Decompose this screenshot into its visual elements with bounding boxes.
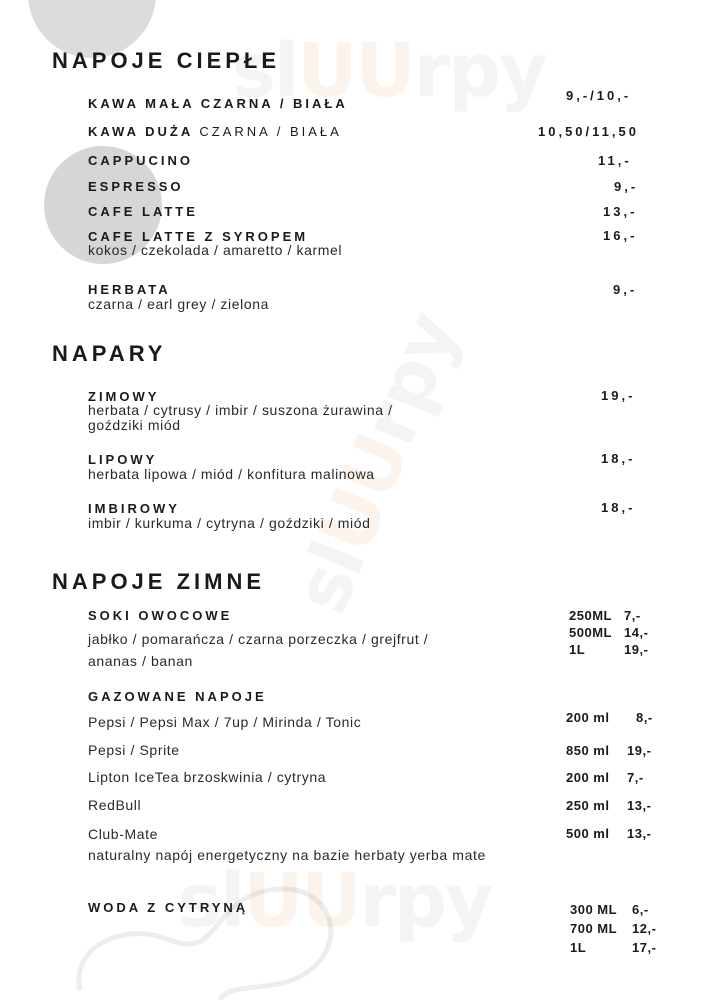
- item-price: 10,50/11,50: [538, 124, 639, 139]
- soda-label: RedBull: [88, 797, 142, 813]
- soda-label: Pepsi / Sprite: [88, 742, 180, 758]
- item-name: KAWA MAŁA CZARNA / BIAŁA: [88, 96, 348, 111]
- size-label: 300 ML: [570, 902, 618, 917]
- soda-label: Pepsi / Pepsi Max / 7up / Mirinda / Tonic: [88, 714, 362, 730]
- item-price: 13,-: [603, 204, 638, 219]
- item-price: 19,-: [601, 388, 636, 403]
- item-price: 16,-: [603, 228, 638, 243]
- item-name: GAZOWANE NAPOJE: [88, 689, 267, 704]
- item-description: goździki miód: [88, 417, 181, 433]
- item-price: 9,-/10,-: [566, 88, 632, 103]
- section-title-cold-drinks: NAPOJE ZIMNE: [52, 569, 266, 594]
- soda-note: naturalny napój energetyczny na bazie herbaty yerba mate: [88, 847, 486, 863]
- soda-price: 8,-: [636, 710, 653, 725]
- item-name: CAFE LATTE Z SYROPEM: [88, 229, 309, 244]
- size-price-list: [570, 900, 656, 957]
- item-price: 18,-: [601, 500, 636, 515]
- item-name: ESPRESSO: [88, 179, 184, 194]
- item-name: CAPPUCINO: [88, 153, 194, 168]
- soda-price: 13,-: [627, 798, 652, 813]
- soda-label: Lipton IceTea brzoskwinia / cytryna: [88, 769, 327, 785]
- item-description: herbata lipowa / miód / konfitura malinowa: [88, 466, 375, 482]
- item-name: SOKI OWOCOWE: [88, 608, 233, 623]
- watermark-logo-middle: UU: [302, 423, 426, 564]
- soda-price: 13,-: [627, 826, 652, 841]
- soda-size: 250 ml: [566, 798, 610, 813]
- item-price: 9,-: [613, 282, 638, 297]
- size-label: 1L: [570, 940, 587, 955]
- watermark-swirl-icon: [60, 860, 350, 1000]
- soda-size: 200 ml: [566, 770, 610, 785]
- soda-size: 850 ml: [566, 743, 610, 758]
- item-name: LIPOWY: [88, 452, 158, 467]
- soda-size: 200 ml: [566, 710, 610, 725]
- soda-label: Club-Mate: [88, 826, 158, 842]
- section-title-infusions: NAPARY: [52, 341, 167, 366]
- watermark-logo-top: UU: [297, 28, 414, 114]
- size-price-list: [569, 607, 648, 658]
- item-name: [88, 124, 342, 139]
- item-name-bold: KAWA DUŻA: [88, 124, 193, 139]
- item-price: 11,-: [598, 153, 632, 168]
- soda-size: 500 ml: [566, 826, 610, 841]
- item-name: CAFE LATTE: [88, 204, 198, 219]
- size-label: 250ML: [569, 608, 612, 623]
- soda-price: 7,-: [627, 770, 644, 785]
- item-description: kokos / czekolada / amaretto / karmel: [88, 242, 343, 258]
- soda-price: 19,-: [627, 743, 652, 758]
- item-name: WODA Z CYTRYNĄ: [88, 900, 249, 915]
- item-description: czarna / earl grey / zielona: [88, 296, 269, 312]
- size-price: 19,-: [624, 642, 649, 657]
- item-description: herbata / cytrusy / imbir / suszona żurawina /: [88, 402, 393, 418]
- size-label: 500ML: [569, 625, 612, 640]
- watermark-logo-bottom: UU: [243, 858, 360, 944]
- size-price: 17,-: [632, 940, 657, 955]
- item-price: 9,-: [614, 179, 639, 194]
- section-title-hot-drinks: NAPOJE CIEPŁE: [52, 48, 281, 73]
- item-name: ZIMOWY: [88, 389, 160, 404]
- item-name-light: CZARNA / BIAŁA: [199, 124, 342, 139]
- item-name: IMBIROWY: [88, 501, 180, 516]
- item-name: HERBATA: [88, 282, 171, 297]
- item-description: imbir / kurkuma / cytryna / goździki / miód: [88, 515, 371, 531]
- item-description: jabłko / pomarańcza / czarna porzeczka / grejfrut /: [88, 631, 429, 647]
- size-label: 1L: [569, 642, 586, 657]
- size-price: 6,-: [632, 902, 649, 917]
- size-label: 700 ML: [570, 921, 618, 936]
- size-price: 7,-: [624, 608, 641, 623]
- item-price: 18,-: [601, 451, 636, 466]
- item-description: ananas / banan: [88, 653, 193, 669]
- size-price: 12,-: [632, 921, 657, 936]
- size-price: 14,-: [624, 625, 649, 640]
